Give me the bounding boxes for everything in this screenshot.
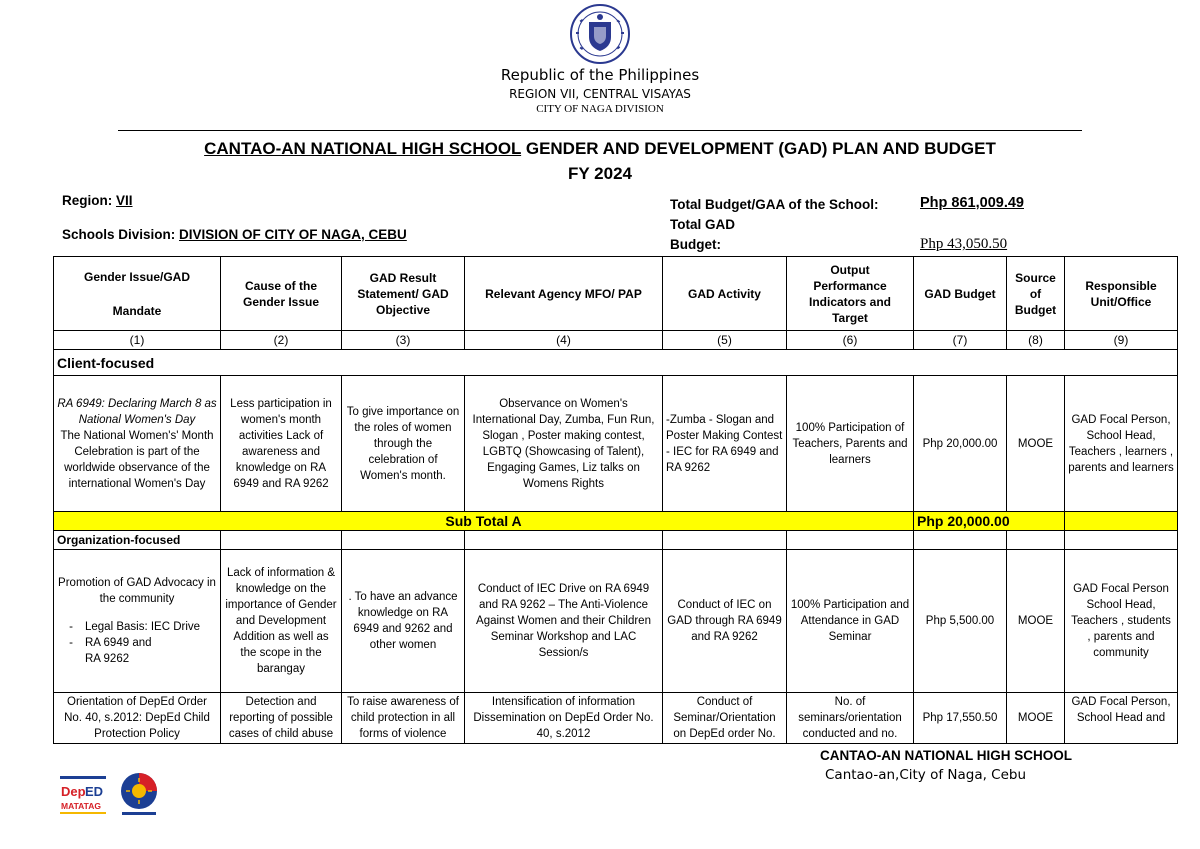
row1-objective: To give importance on the roles of women through the celebration of Women's month. <box>342 376 465 512</box>
row1-activity: -Zumba - Slogan and Poster Making Contest - IEC for RA 6949 and RA 9262 <box>663 376 787 512</box>
region-info <box>62 193 133 208</box>
row2-mfo-pap: Conduct of IEC Drive on RA 6949 and RA 9262 – The Anti-Violence Against Women and their Children Seminar Workshop and LAC Session/s <box>465 550 663 693</box>
row3-indicators: No. of seminars/orientation conducted and no. <box>787 693 914 744</box>
row2-activity: Conduct of IEC on GAD through RA 6949 and RA 9262 <box>663 550 787 693</box>
row1-indicators: 100% Participation of Teachers, Parents and learners <box>787 376 914 512</box>
row3-activity: Conduct of Seminar/Orientation on DepEd order No. <box>663 693 787 744</box>
header-divider <box>118 130 1082 131</box>
row3-objective: To raise awareness of child protection in all forms of violence <box>342 693 465 744</box>
row2-objective: . To have an advance knowledge on RA 6949 and 9262 and other women <box>342 550 465 693</box>
column-number-row <box>54 331 1178 350</box>
svg-text:MATATAG: MATATAG <box>61 801 101 811</box>
row1-mandate <box>54 376 221 512</box>
table-row <box>54 376 1178 512</box>
row1-source: MOOE <box>1007 376 1065 512</box>
column-number: (8) <box>1007 331 1065 350</box>
header-cause: Cause of the Gender Issue <box>221 257 342 331</box>
empty-cell <box>221 531 342 550</box>
row2-responsible: GAD Focal Person School Head, Teachers , students , parents and community <box>1065 550 1178 693</box>
svg-text:Dep: Dep <box>61 784 86 799</box>
total-gad-value: Php 43,050.50 <box>920 236 1008 252</box>
empty-cell <box>663 531 787 550</box>
row2-legal-basis: Legal Basis: IEC Drive <box>85 621 201 633</box>
header-output-indicators: Output Performance Indicators and Target <box>787 257 914 331</box>
column-number: (9) <box>1065 331 1178 350</box>
fiscal-year: FY 2024 <box>568 164 632 183</box>
column-number: (3) <box>342 331 465 350</box>
total-budget-label: Total Budget/GAA of the School: <box>670 197 879 212</box>
bullet-dash: - <box>69 637 73 649</box>
row2-budget: Php 5,500.00 <box>914 550 1007 693</box>
bagong-pilipinas-logo <box>114 770 164 818</box>
region-label: Region: <box>62 193 116 208</box>
column-number: (5) <box>663 331 787 350</box>
row2-indicators: 100% Participation and Attendance in GAD Seminar <box>787 550 914 693</box>
footer-address: Cantao-an,City of Naga, Cebu <box>825 767 1027 783</box>
header-gender-issue: Gender Issue/GAD Mandate <box>54 257 221 331</box>
row2-mandate <box>54 550 221 693</box>
row2-ra-laws: RA 6949 and RA 9262 <box>85 637 152 665</box>
table-row <box>54 693 1178 744</box>
header-mfo-pap: Relevant Agency MFO/ PAP <box>465 257 663 331</box>
division-label: Schools Division: <box>62 227 180 242</box>
column-number: (7) <box>914 331 1007 350</box>
header-result-statement: GAD Result Statement/ GAD Objective <box>342 257 465 331</box>
row2-bullet-2 <box>57 635 217 667</box>
header-gad-activity: GAD Activity <box>663 257 787 331</box>
row1-responsible: GAD Focal Person, School Head, Teachers , learners , parents and learners <box>1065 376 1178 512</box>
division-value: DIVISION OF CITY OF NAGA, CEBU <box>179 227 407 242</box>
column-number: (2) <box>221 331 342 350</box>
client-focused-row <box>54 350 1178 376</box>
bullet-dash: - <box>69 621 73 633</box>
header-gad-budget: GAD Budget <box>914 257 1007 331</box>
republic-heading: Republic of the Philippines <box>500 66 700 84</box>
empty-cell <box>1007 531 1065 550</box>
footer-school-name: CANTAO-AN NATIONAL HIGH SCHOOL <box>820 748 1072 763</box>
empty-cell <box>787 531 914 550</box>
title-rest: GENDER AND DEVELOPMENT (GAD) PLAN AND BUDGET <box>521 139 996 158</box>
school-name-title: CANTAO-AN NATIONAL HIGH SCHOOL <box>204 139 522 158</box>
table-row <box>54 550 1178 693</box>
empty-cell <box>1065 531 1178 550</box>
row1-mandate-law: RA 6949: Declaring March 8 as National Women's Day <box>57 397 217 426</box>
empty-cell <box>914 531 1007 550</box>
row3-responsible: GAD Focal Person, School Head and <box>1065 693 1178 744</box>
deped-seal-logo <box>565 3 635 66</box>
row3-mfo-pap: Intensification of information Dissemination on DepEd Order No. 40, s.2012 <box>465 693 663 744</box>
table-header-row <box>54 257 1178 331</box>
row3-source: MOOE <box>1007 693 1065 744</box>
column-number: (6) <box>787 331 914 350</box>
region-value: VII <box>116 193 133 208</box>
empty-cell <box>465 531 663 550</box>
svg-text:ED: ED <box>85 784 104 799</box>
gad-plan-table <box>53 256 1178 744</box>
org-focused-row <box>54 531 1178 550</box>
row1-budget: Php 20,000.00 <box>914 376 1007 512</box>
row2-mandate-text: Promotion of GAD Advocacy in the community <box>58 577 216 605</box>
row1-mandate-text: The National Women's' Month Celebration is part of the worldwide observance of the international Women's Day <box>60 429 214 490</box>
document-title <box>0 139 1200 159</box>
empty-cell <box>342 531 465 550</box>
region-heading: REGION VII, CENTRAL VISAYAS <box>509 87 691 101</box>
total-gad-label: Total GAD <box>670 217 735 232</box>
total-budget-value: Php 861,009.49 <box>920 195 1024 211</box>
total-gad-label-2: Budget: <box>670 237 721 252</box>
client-focused-section: Client-focused <box>54 350 1178 376</box>
subtotal-row <box>54 512 1178 531</box>
row3-budget: Php 17,550.50 <box>914 693 1007 744</box>
header-source-budget: Source of Budget <box>1007 257 1065 331</box>
division-info <box>62 227 407 242</box>
division-heading: CITY OF NAGA DIVISION <box>536 103 664 115</box>
row1-mfo-pap: Observance on Women's International Day, Zumba, Fun Run, Slogan , Poster making contest, LGBTQ (Showcasing of Talent), Engaging Games, Liz talks on Womens Rights <box>465 376 663 512</box>
subtotal-label: Sub Total A <box>54 512 914 531</box>
subtotal-value: Php 20,000.00 <box>914 512 1065 531</box>
row2-source: MOOE <box>1007 550 1065 693</box>
header-responsible-unit: Responsible Unit/Office <box>1065 257 1178 331</box>
row2-cause: Lack of information & knowledge on the importance of Gender and Development Addition as well as the scope in the barangay <box>221 550 342 693</box>
row1-cause: Less participation in women's month activities Lack of awareness and knowledge on RA 6949 and RA 9262 <box>221 376 342 512</box>
org-focused-section: Organization-focused <box>54 531 221 550</box>
row3-cause: Detection and reporting of possible cases of child abuse <box>221 693 342 744</box>
row3-mandate: Orientation of DepEd Order No. 40, s.2012: DepEd Child Protection Policy <box>54 693 221 744</box>
row2-bullet-1 <box>57 619 217 635</box>
subtotal-empty <box>1065 512 1178 531</box>
column-number: (4) <box>465 331 663 350</box>
deped-matatag-logo <box>58 772 110 817</box>
column-number: (1) <box>54 331 221 350</box>
